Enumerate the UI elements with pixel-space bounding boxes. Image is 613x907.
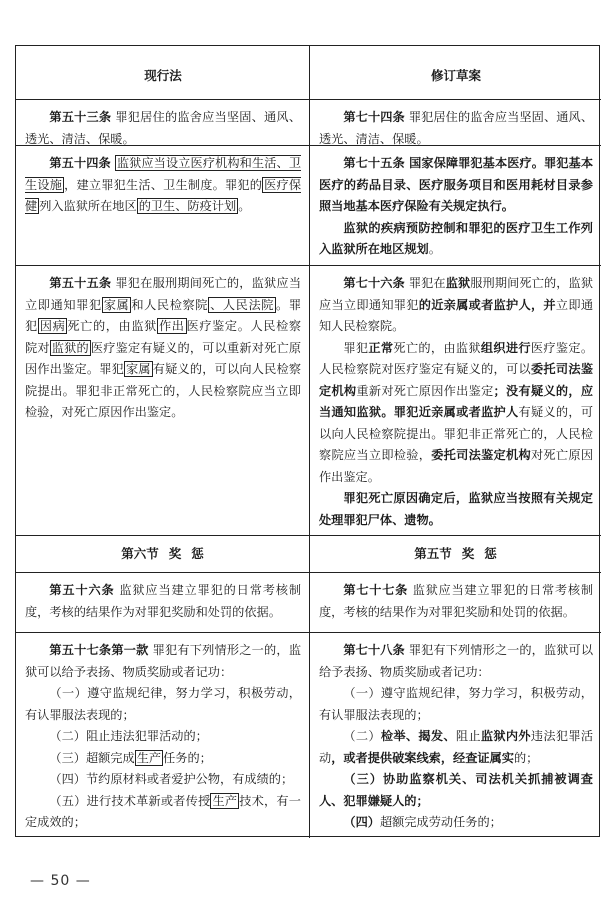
text: 违法犯罪活动 [319, 729, 594, 765]
text: 罪犯有下列情形之一的，监狱可以给予表扬、物质奖励或者记功： [319, 643, 594, 679]
bold-text: 组织进行 [480, 340, 531, 355]
article-text: 罪犯居住的监舍应当坚固、通风、透光、清洁、保暖。 [319, 110, 594, 146]
article-label: 第七十五条 [343, 156, 405, 170]
comparison-table [15, 45, 600, 837]
text: 服刑期间死亡的，监狱应当立即通知罪犯 [319, 276, 594, 312]
text: 。罪犯 [25, 297, 302, 333]
text: 死亡的，由监狱 [393, 340, 481, 355]
header-revised-draft: 修订草案 [310, 46, 601, 100]
list-item: （四）节约原材料或者爱护公物，有成绩的； [49, 772, 294, 786]
boxed-text: 作出 [158, 319, 185, 333]
text: 罪犯在 [408, 276, 446, 290]
article-label: 第七十七条 [343, 583, 409, 597]
bold-text: 监狱 [445, 276, 471, 290]
text: 罪犯的 [224, 177, 263, 192]
article-label: 第七十六条 [343, 276, 405, 290]
text: 的； [514, 750, 539, 765]
row3-right-cell [310, 266, 601, 536]
text: 技术，有一定成效的； [25, 793, 301, 829]
boxed-text: 家属 [125, 362, 151, 376]
section-number: 第六节 [121, 546, 159, 562]
section-heading-left [16, 536, 310, 573]
row5-right-cell [310, 633, 601, 838]
row5-left-cell [16, 633, 310, 838]
text: 死亡的，由监狱 [67, 319, 157, 333]
text: 。 [238, 199, 251, 213]
text: 有疑义的，可以向人民检察院提出。罪犯非正常死亡的，人民检察院应当立即检验，对死亡原因作出鉴定。 [25, 362, 302, 419]
section-title-char: 奖 [461, 546, 475, 562]
boxed-text: 因病 [39, 319, 66, 333]
text: 罪犯 [343, 340, 369, 355]
section-title-char: 惩 [484, 546, 497, 562]
text: 和人民检察院 [131, 297, 209, 312]
list-item: （一）遵守监规纪律，努力学习，积极劳动，有认罪服法表现的； [319, 686, 593, 722]
text: 医疗鉴定。人民检察院对医疗鉴定有疑义的，可以 [319, 340, 594, 376]
bold-text: ；没有疑义的，应当通知监狱。罪犯近亲属或者监护人 [319, 383, 594, 419]
list-item: （二）阻止违法犯罪活动的； [49, 729, 208, 743]
section-title-char: 惩 [191, 546, 204, 562]
section-number: 第五节 [414, 546, 452, 562]
boxed-text: 家属 [103, 297, 130, 312]
bold-text: 罪犯死亡原因确定后，监狱应当按照有关规定处理罪犯尸体、遗物。 [319, 491, 593, 527]
bold-text: 国家保障罪犯基本医疗。罪犯基本医疗的药品目录、医疗服务项目和医用耗材目录参照当地基本医疗保险有关规定执行。 [319, 156, 594, 213]
text: 超额完成劳动任务的； [379, 815, 502, 829]
bold-text: 监狱内外 [480, 729, 531, 743]
text: 罪犯在服刑期间死亡的，监狱应当立即通知罪犯 [25, 276, 302, 312]
row4-left-cell [16, 573, 310, 633]
header-current-law: 现行法 [16, 46, 310, 100]
bold-text: ，或者提供破案线索，经查证属实 [331, 750, 514, 765]
article-label: 第五十四条 [49, 156, 111, 170]
text: 列入监狱所在地区 [39, 199, 137, 213]
boxed-text: 、人民法院 [210, 297, 275, 312]
text: 罪犯有下列情形之一的，监狱可以给予表扬、物质奖励或者记功： [25, 643, 302, 679]
text: 。 [428, 242, 441, 256]
row2-left-cell [16, 146, 310, 266]
boxed-text: 监狱的 [51, 340, 89, 355]
bold-text: 委托司法鉴定机构 [431, 448, 531, 462]
row3-left-cell [16, 266, 310, 536]
page-number: — 50 — [30, 873, 91, 889]
text: ，建立罪犯生活、卫生制度。 [64, 177, 225, 192]
article-label: 第五十六条 [49, 583, 115, 597]
boxed-text: 生产 [212, 793, 238, 808]
bold-text: 规划 [404, 242, 429, 256]
text: 医疗鉴定有疑义的，可以重新对死亡原因作出鉴定。罪犯 [25, 340, 302, 376]
list-item: （五）进行技术革新或者传授 [49, 793, 211, 808]
bold-text: 的近亲属或者监护人，并 [418, 297, 556, 312]
text: 任务的； [163, 750, 212, 765]
text: 对死亡原因作出鉴定。 [319, 448, 594, 484]
bold-text: 正常 [368, 340, 394, 355]
list-item: （四） [343, 815, 380, 829]
list-item: （三）超额完成 [49, 750, 135, 765]
section-title-char: 奖 [168, 546, 182, 562]
boxed-text: 的卫生、防疫计划 [138, 199, 237, 213]
boxed-text: 监狱应当设立医疗机构和生活、卫生设施 [25, 156, 302, 192]
text: 有疑义的，可以向人民检察院提出。罪犯非正常死亡的，人民检察院应当立即检验， [319, 405, 594, 462]
article-label: 第五十三条 [49, 110, 112, 124]
boxed-text: 医疗保健 [25, 177, 302, 213]
row1-left-cell [16, 100, 310, 146]
article-label: 第七十四条 [343, 110, 405, 124]
list-item: （一）遵守监规纪律，努力学习，积极劳动，有认罪服法表现的； [25, 686, 301, 722]
row1-right-cell [310, 100, 601, 146]
bold-text: 检举、揭发、 [380, 729, 456, 743]
boxed-text: 生产 [136, 750, 162, 765]
text: 重新对死亡原因作出鉴定 [356, 383, 494, 398]
article-label: 第五十七条第一款 [49, 643, 149, 657]
text: 立即通知人民检察院。 [319, 297, 594, 333]
article-text: 监狱应当建立罪犯的日常考核制度，考核的结果作为对罪犯奖励和处罚的依据。 [319, 583, 594, 619]
list-item: （三）协助监察机关、司法机关抓捕被调查人、犯罪嫌疑人的； [319, 772, 593, 808]
row4-right-cell [310, 573, 601, 633]
text: 阻止 [455, 729, 481, 743]
bold-text: 监狱的疾病预防控制和罪犯的医疗卫生工作列入监狱所在地区 [319, 220, 593, 256]
row2-right-cell [310, 146, 601, 266]
bold-text: 委托司法鉴定机构 [319, 362, 594, 398]
section-heading-right [310, 536, 601, 573]
article-text: 监狱应当建立罪犯的日常考核制度，考核的结果作为对罪犯奖励和处罚的依据。 [25, 583, 302, 619]
list-item: （二） [343, 729, 381, 743]
article-label: 第五十五条 [49, 276, 112, 290]
text: 医疗鉴定。人民检察院对 [25, 319, 302, 355]
article-text: 罪犯居住的监舍应当坚固、通风、透光、清洁、保暖。 [25, 110, 302, 146]
article-label: 第七十八条 [343, 643, 405, 657]
